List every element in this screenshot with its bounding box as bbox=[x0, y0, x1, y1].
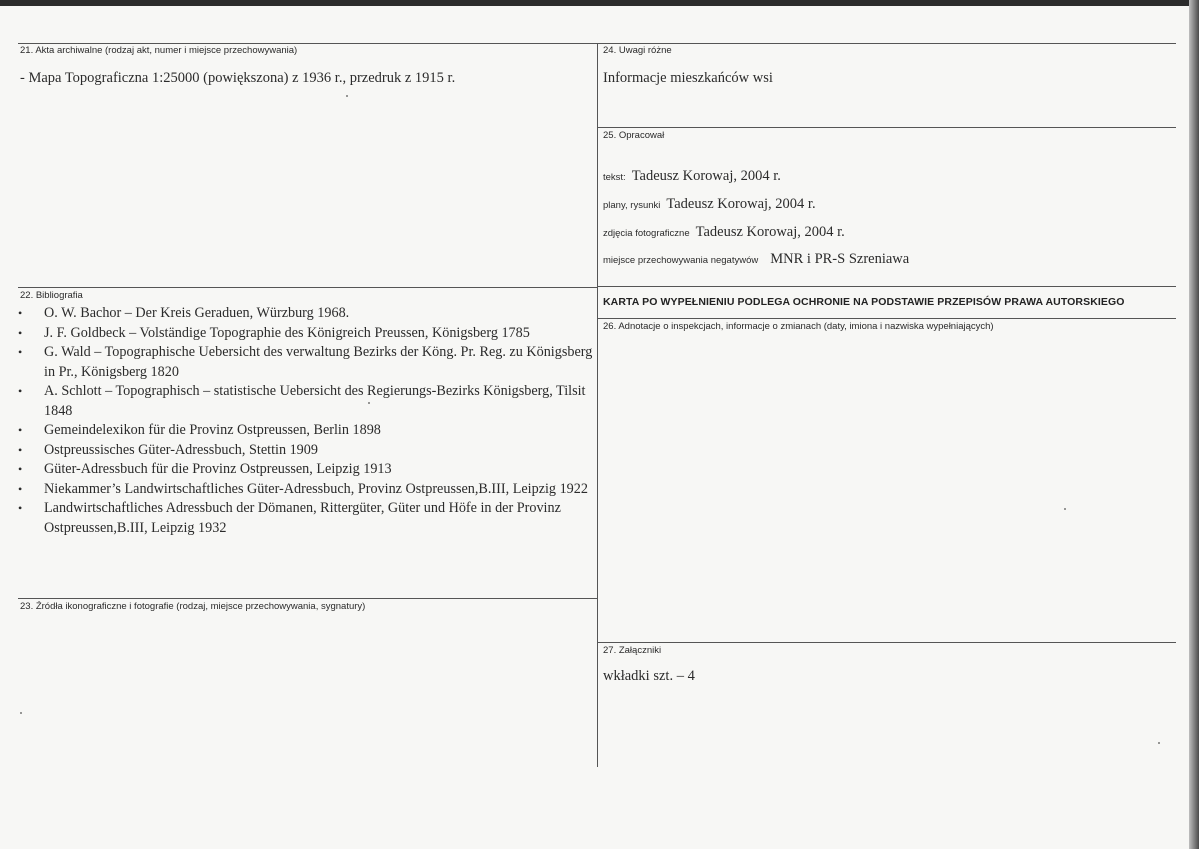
bibliography-entry: J. F. Goldbeck – Volständige Topographie des Königreich Preussen, Königsberg 1785 bbox=[44, 324, 530, 341]
author-row-key: plany, rysunki bbox=[603, 200, 661, 211]
list-item bbox=[18, 499, 593, 538]
bullet-icon: • bbox=[18, 462, 23, 476]
scan-speck bbox=[368, 402, 370, 404]
scan-speck bbox=[346, 95, 348, 97]
section-24-label: 24. Uwagi różne bbox=[603, 45, 672, 56]
list-item bbox=[18, 480, 593, 500]
list-item bbox=[18, 304, 593, 324]
author-row-text bbox=[603, 168, 781, 185]
bullet-icon: • bbox=[18, 325, 23, 340]
section-23-label: 23. Źródła ikonograficzne i fotografie (rodzaj, miejsce przechowywania, sygnatury) bbox=[20, 601, 366, 612]
divider-22-23 bbox=[18, 598, 597, 599]
bibliography-entry: Landwirtschaftliches Adressbuch der Dömanen, Rittergüter, Güter und Höfe in der Provinz Ostpreussen,B.III, Leipzig 1932 bbox=[44, 500, 561, 536]
section-27-text: wkładki szt. – 4 bbox=[603, 668, 695, 684]
bibliography-entry: G. Wald – Topographische Uebersicht des verwaltung Bezirks der Köng. Pr. Reg. zu Königsberg in Pr., Königsberg 1820 bbox=[44, 344, 593, 380]
bullet-icon: • bbox=[18, 501, 23, 515]
author-row-key: miejsce przechowywania negatywów bbox=[603, 255, 759, 266]
bibliography-entry: Niekammer’s Landwirtschaftliches Güter-Adressbuch, Provinz Ostpreussen,B.III, Leipzig 1922 bbox=[44, 480, 588, 497]
bibliography-list bbox=[18, 304, 593, 538]
author-row-negatives bbox=[603, 251, 909, 268]
section-24-text: Informacje mieszkańców wsi bbox=[603, 70, 773, 86]
bibliography-entry: A. Schlott – Topographisch – statistische Uebersicht des Regierungs-Bezirks Königsberg, Tilsit 1848 bbox=[44, 383, 586, 419]
bibliography-entry: Ostpreussisches Güter-Adressbuch, Stettin 1909 bbox=[44, 441, 318, 458]
section-22-label: 22. Bibliografia bbox=[20, 290, 83, 301]
scan-top-edge bbox=[0, 0, 1199, 6]
author-row-drawings bbox=[603, 196, 816, 213]
author-row-key: zdjęcia fotograficzne bbox=[603, 228, 690, 239]
divider-21-22 bbox=[18, 287, 597, 288]
bibliography-entry: O. W. Bachor – Der Kreis Geraduen, Würzburg 1968. bbox=[44, 305, 350, 321]
section-26-label: 26. Adnotacje o inspekcjach, informacje o zmianach (daty, imiona i nazwiska wypełniających) bbox=[603, 321, 994, 332]
author-row-key: tekst: bbox=[603, 172, 626, 183]
author-row-value: Tadeusz Korowaj, 2004 r. bbox=[666, 196, 816, 212]
scan-right-edge bbox=[1189, 0, 1199, 849]
divider-26-27 bbox=[597, 642, 1176, 643]
author-row-value: MNR i PR-S Szreniawa bbox=[770, 251, 910, 267]
bullet-icon: • bbox=[18, 481, 23, 496]
bullet-icon: • bbox=[18, 423, 23, 437]
divider-25-notice bbox=[597, 286, 1176, 287]
divider-24-25 bbox=[597, 127, 1176, 128]
divider-notice-26 bbox=[597, 318, 1176, 319]
scan-speck bbox=[1158, 742, 1160, 744]
scan-speck bbox=[20, 712, 22, 714]
list-item bbox=[18, 382, 593, 421]
list-item bbox=[18, 460, 593, 480]
center-divider bbox=[597, 43, 598, 767]
list-item bbox=[18, 343, 593, 382]
bullet-icon: • bbox=[18, 384, 23, 398]
section-25-label: 25. Opracował bbox=[603, 130, 665, 141]
author-row-value: Tadeusz Korowaj, 2004 r. bbox=[631, 168, 781, 184]
bibliography-entry: Güter-Adressbuch für die Provinz Ostpreussen, Leipzig 1913 bbox=[44, 461, 392, 477]
list-item bbox=[18, 441, 593, 461]
copyright-notice: KARTA PO WYPEŁNIENIU PODLEGA OCHRONIE NA PODSTAWIE PRZEPISÓW PRAWA AUTORSKIEGO bbox=[603, 296, 1125, 308]
list-item bbox=[18, 421, 593, 441]
bibliography-entry: Gemeindelexikon für die Provinz Ostpreussen, Berlin 1898 bbox=[44, 422, 381, 438]
scan-speck bbox=[1064, 508, 1066, 510]
author-row-photos bbox=[603, 224, 845, 241]
bullet-icon: • bbox=[18, 345, 23, 359]
bullet-icon: • bbox=[18, 442, 23, 457]
author-row-value: Tadeusz Korowaj, 2004 r. bbox=[695, 224, 845, 240]
bullet-icon: • bbox=[18, 306, 23, 320]
list-item bbox=[18, 324, 593, 344]
section-21-text: - Mapa Topograficzna 1:25000 (powiększona) z 1936 r., przedruk z 1915 r. bbox=[20, 70, 456, 86]
section-21-label: 21. Akta archiwalne (rodzaj akt, numer i miejsce przechowywania) bbox=[20, 45, 298, 56]
section-27-label: 27. Załączniki bbox=[603, 645, 662, 656]
